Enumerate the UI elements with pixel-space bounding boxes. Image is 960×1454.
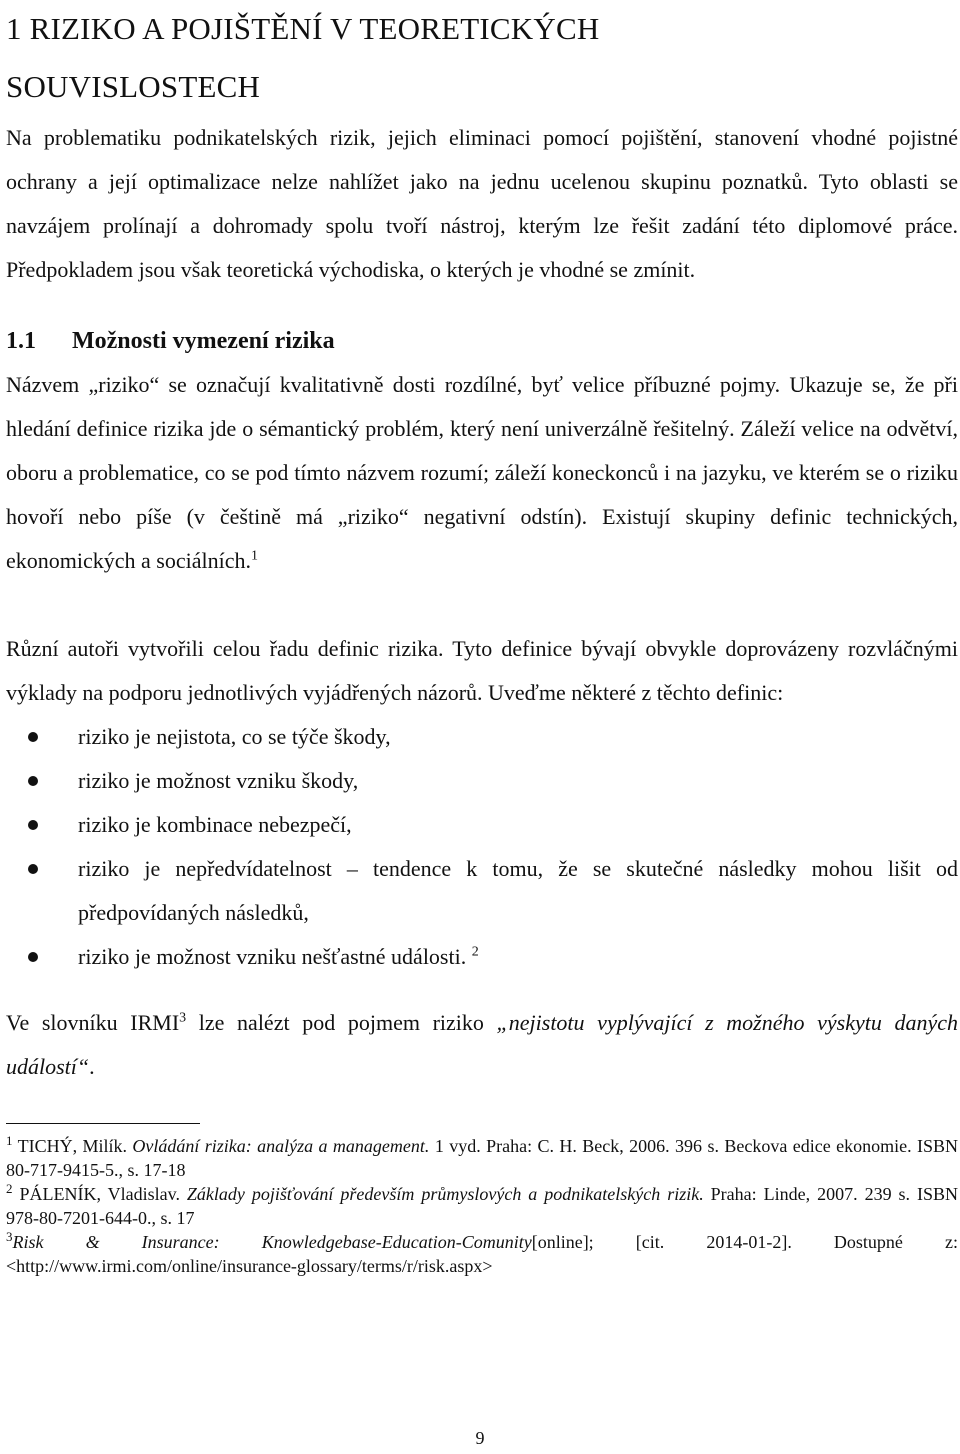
section-title: Možnosti vymezení rizika <box>72 328 335 354</box>
footnote-ref-1: 1 <box>250 548 258 564</box>
definition-list <box>6 715 958 979</box>
section-number: 1.1 <box>6 328 36 354</box>
section-heading <box>6 292 958 363</box>
bullet-icon <box>28 732 38 742</box>
bullet-icon <box>28 952 38 962</box>
bullet-icon <box>28 820 38 830</box>
chapter-title-line1: 1 RIZIKO A POJIŠTĚNÍ V TEORETICKÝCH <box>6 11 600 46</box>
list-item: riziko je kombinace nebezpečí, <box>6 803 958 847</box>
footnote-separator <box>6 1123 200 1124</box>
bullet-icon <box>28 776 38 786</box>
paragraph-gap <box>6 979 958 1001</box>
intro-paragraph: Na problematiku podnikatelských rizik, jejich eliminaci pomocí pojištění, stanovení vhodné pojistné ochrany a její optimalizace nelze nahlížet jako na jednu ucelenou skupinu poznatků. Tyto oblasti se navzájem prolínají a dohromady spolu tvoří nástroj, kterým lze řešit zadání této diplomové práce. Předpokladem jsou však teoretická východiska, o kterých je vhodné se zmínit. <box>6 125 958 282</box>
section-paragraph-2: Různí autoři vytvořili celou řadu definic rizika. Tyto definice bývají obvykle doprovázeny rozvláčnými výklady na podporu jednotlivých vyjádřených názorů. Uveďme některé z těchto definic: <box>6 636 958 705</box>
footnote-2: $^2$ PÁLENÍK, Vladislav. Základy pojišťování především průmyslových a podnikatelských rizik. Praha: Linde, 2007. 239 s. ISBN 978-80-7201-644-0., s. 17 <box>6 1181 959 1228</box>
list-item: riziko je nejistota, co se týče škody, <box>6 715 958 759</box>
irmi-quote: „nejistotu vyplývající z možného výskytu daných událostí“ <box>6 1010 959 1079</box>
paragraph-gap <box>6 583 958 627</box>
footnote-3: $^3$Risk & Insurance: Knowledgebase-Education-Comunity[online]; [cit. 2014-01-2]. Dostupné z: <http://www.irmi.com/online/insurance-glossary/terms/r/risk.aspx> <box>6 1229 958 1276</box>
chapter-title <box>6 0 958 116</box>
list-item: riziko je možnost vzniku nešťastné události. $^2$ <box>6 935 958 979</box>
footnote-ref-2: 2 <box>471 944 479 960</box>
list-item: riziko je nepředvídatelnost – tendence k tomu, že se skutečné následky mohou lišit od předpovídaných následků, <box>6 847 958 935</box>
chapter-title-line2: SOUVISLOSTECH <box>6 69 261 104</box>
section-paragraph-1-text: Názvem „riziko“ se označují kvalitativně dosti rozdílné, byť velice příbuzné pojmy. Ukazuje se, že při hledání definice rizika jde o sémantický problém, který není univerzálně řešitelný. Záleží velice na odvětví, oboru a problematice, co se pod tímto názvem rozumí; záleží koneckonců i na jazyku, ve kterém se o riziku hovoří nebo píše (v češtině má „riziko“ negativní odstín). Existují skupiny definic technických, ekonomických a sociálních. <box>6 372 958 573</box>
footnote-ref-3: 3 <box>179 1010 187 1026</box>
document-page <box>6 0 958 1278</box>
footnote-1: $^1$ TICHÝ, Milík. Ovládání rizika: analýza a management. 1 vyd. Praha: C. H. Beck, 2006. 396 s. Beckova edice ekonomie. ISBN 80-717-9415-5., s. 17-18 <box>6 1133 958 1180</box>
bullet-icon <box>28 864 38 874</box>
section-paragraph-1 <box>6 363 958 583</box>
page-number: 9 <box>475 1428 485 1448</box>
list-item: riziko je možnost vzniku škody, <box>6 759 958 803</box>
section-paragraph-3: Ve slovníku IRMI$^3$ lze nalézt pod pojmem riziko „nejistotu vyplývající z možného výskytu daných událostí“. <box>6 1010 959 1079</box>
